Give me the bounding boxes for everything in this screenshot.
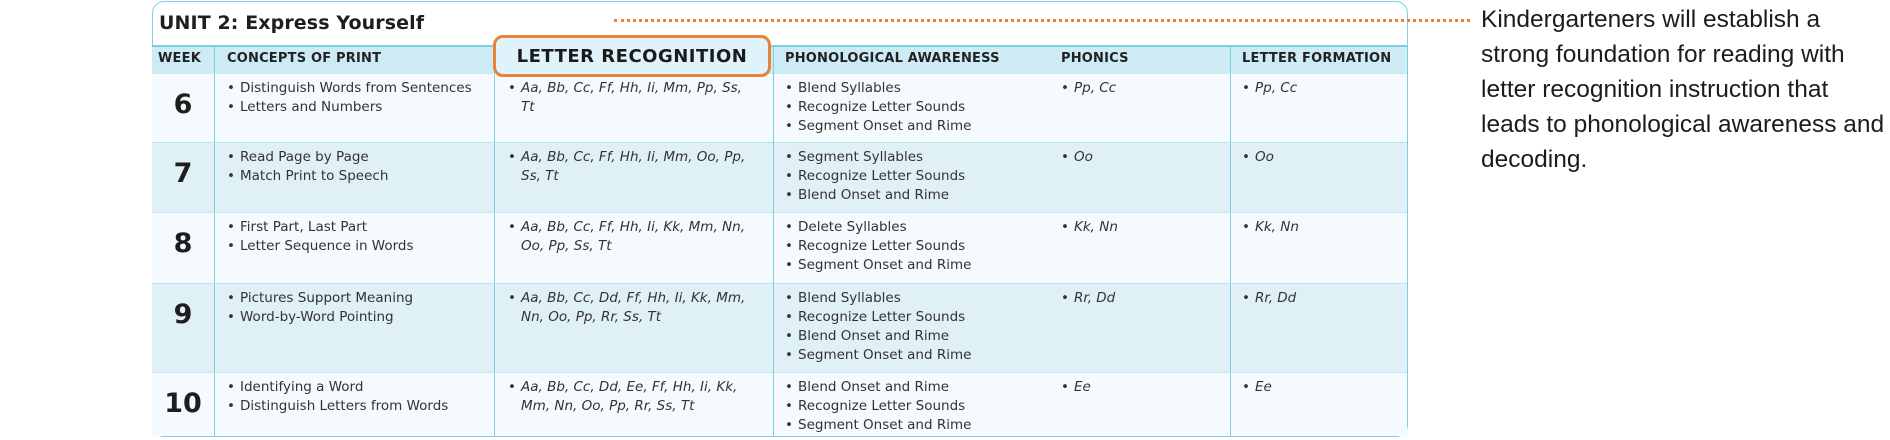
concepts-of-print-item: • Pictures Support Meaning: [227, 289, 489, 308]
phonics-cell: [1061, 148, 1221, 167]
concepts-of-print-item: • Identifying a Word: [227, 378, 489, 397]
letter-formation-item: • Kk, Nn: [1242, 218, 1402, 237]
letter-formation-cell: [1242, 289, 1402, 308]
header-concepts-of-print: CONCEPTS OF PRINT: [227, 51, 382, 66]
phonological-awareness-item: • Recognize Letter Sounds: [785, 167, 1055, 186]
phonological-awareness-item: • Blend Syllables: [785, 79, 1055, 98]
concepts-of-print-item: • Distinguish Letters from Words: [227, 397, 489, 416]
column-divider: [214, 45, 215, 436]
week-number: 9: [173, 299, 193, 330]
header-letter-recognition-highlight: [493, 35, 771, 77]
letter-formation-item: • Pp, Cc: [1242, 79, 1402, 98]
phonological-awareness-item: • Blend Onset and Rime: [785, 378, 1055, 397]
phonological-awareness-cell: [785, 218, 1055, 275]
concepts-of-print-item: • Read Page by Page: [227, 148, 489, 167]
concepts-of-print-cell: [227, 378, 489, 416]
phonological-awareness-item: • Blend Syllables: [785, 289, 1055, 308]
header-week: WEEK: [158, 51, 201, 66]
header-phonics: PHONICS: [1061, 51, 1129, 66]
letter-recognition-item: • Aa, Bb, Cc, Ff, Hh, Ii, Kk, Mm, Nn, Oo, Pp, Ss, Tt: [508, 218, 758, 256]
phonological-awareness-item: • Segment Syllables: [785, 148, 1055, 167]
phonics-item: • Oo: [1061, 148, 1221, 167]
week-number: 7: [173, 158, 193, 189]
phonics-cell: [1061, 218, 1221, 237]
phonological-awareness-item: • Recognize Letter Sounds: [785, 237, 1055, 256]
phonological-awareness-item: • Recognize Letter Sounds: [785, 98, 1055, 117]
phonics-item: • Rr, Dd: [1061, 289, 1221, 308]
phonological-awareness-cell: [785, 378, 1055, 435]
phonological-awareness-item: • Segment Onset and Rime: [785, 117, 1055, 136]
phonological-awareness-item: • Blend Onset and Rime: [785, 186, 1055, 205]
phonological-awareness-item: • Segment Onset and Rime: [785, 256, 1055, 275]
letter-formation-cell: [1242, 218, 1402, 237]
letter-formation-item: • Oo: [1242, 148, 1402, 167]
header-letter-recognition: LETTER RECOGNITION: [516, 45, 748, 67]
column-divider: [1230, 45, 1231, 436]
concepts-of-print-item: • Match Print to Speech: [227, 167, 489, 186]
phonological-awareness-item: • Blend Onset and Rime: [785, 327, 1055, 346]
letter-recognition-cell: [508, 79, 758, 117]
phonics-cell: [1061, 289, 1221, 308]
week-number: 8: [173, 228, 193, 259]
column-divider: [773, 45, 774, 436]
phonics-item: • Pp, Cc: [1061, 79, 1221, 98]
phonological-awareness-item: • Recognize Letter Sounds: [785, 397, 1055, 416]
concepts-of-print-item: • Letter Sequence in Words: [227, 237, 489, 256]
concepts-of-print-item: • Word-by-Word Pointing: [227, 308, 489, 327]
concepts-of-print-cell: [227, 218, 489, 256]
concepts-of-print-cell: [227, 79, 489, 117]
week-number: 6: [173, 89, 193, 120]
phonological-awareness-item: • Recognize Letter Sounds: [785, 308, 1055, 327]
concepts-of-print-item: • First Part, Last Part: [227, 218, 489, 237]
phonological-awareness-item: • Segment Onset and Rime: [785, 346, 1055, 365]
letter-formation-cell: [1242, 148, 1402, 167]
letter-formation-item: • Ee: [1242, 378, 1402, 397]
phonics-item: • Kk, Nn: [1061, 218, 1221, 237]
phonological-awareness-item: • Delete Syllables: [785, 218, 1055, 237]
week-number: 10: [164, 388, 202, 419]
phonological-awareness-cell: [785, 79, 1055, 136]
concepts-of-print-item: • Distinguish Words from Sentences: [227, 79, 489, 98]
column-divider: [494, 45, 495, 436]
phonological-awareness-cell: [785, 148, 1055, 205]
header-letter-formation: LETTER FORMATION: [1242, 51, 1392, 66]
concepts-of-print-cell: [227, 148, 489, 186]
letter-formation-item: • Rr, Dd: [1242, 289, 1402, 308]
letter-recognition-cell: [508, 218, 758, 256]
phonics-cell: [1061, 79, 1221, 98]
callout-text: Kindergarteners will establish a strong foundation for reading with letter recognition instruction that leads to phonological awareness and decoding.: [1481, 6, 1885, 173]
letter-recognition-item: • Aa, Bb, Cc, Ff, Hh, Ii, Mm, Pp, Ss, Tt: [508, 79, 758, 117]
phonological-awareness-item: • Segment Onset and Rime: [785, 416, 1055, 435]
callout-leader-line: [614, 19, 1470, 22]
letter-recognition-item: • Aa, Bb, Cc, Dd, Ee, Ff, Hh, Ii, Kk, Mm, Nn, Oo, Pp, Rr, Ss, Tt: [508, 378, 758, 416]
letter-recognition-item: • Aa, Bb, Cc, Dd, Ff, Hh, Ii, Kk, Mm, Nn, Oo, Pp, Rr, Ss, Tt: [508, 289, 758, 327]
phonological-awareness-cell: [785, 289, 1055, 365]
concepts-of-print-cell: [227, 289, 489, 327]
letter-recognition-item: • Aa, Bb, Cc, Ff, Hh, Ii, Mm, Oo, Pp, Ss, Tt: [508, 148, 758, 186]
letter-formation-cell: [1242, 79, 1402, 98]
phonics-cell: [1061, 378, 1221, 397]
letter-formation-cell: [1242, 378, 1402, 397]
concepts-of-print-item: • Letters and Numbers: [227, 98, 489, 117]
unit-title: UNIT 2: Express Yourself: [159, 12, 425, 34]
header-phonological-awareness: PHONOLOGICAL AWARENESS: [785, 51, 1000, 66]
letter-recognition-cell: [508, 378, 758, 416]
letter-recognition-cell: [508, 148, 758, 186]
letter-recognition-cell: [508, 289, 758, 327]
phonics-item: • Ee: [1061, 378, 1221, 397]
